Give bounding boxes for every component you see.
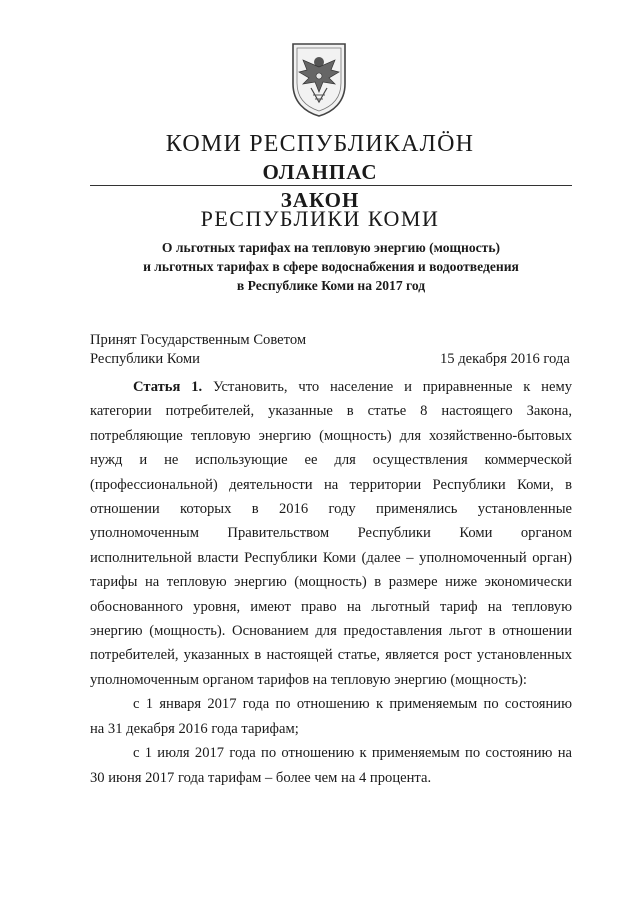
law-title-line: в Республике Коми на 2017 год — [236, 278, 426, 293]
article-line: обоснованного уровня, имеют право на льготный тариф на тепловую — [90, 598, 572, 615]
adopted-line: Принят Государственным Советом — [90, 332, 307, 348]
header-zakon: ЗАКОН — [280, 188, 360, 212]
article-line: уполномоченным органом тарифов на тепловую энергию (мощность): — [90, 671, 527, 688]
article-line: потребляющие тепловую энергию (мощность) для хозяйственно-бытовых — [90, 427, 572, 444]
law-title-line: и льготных тарифах в сфере водоснабжения и водоотведения — [143, 259, 519, 274]
header-divider — [90, 185, 572, 186]
article-line: на 31 декабря 2016 года тарифам; — [90, 720, 299, 737]
article-line: нужд и не использующие ее для осуществления коммерческой — [90, 452, 572, 469]
article-label: Статья 1. — [133, 379, 203, 395]
article-line: (профессиональной) деятельности на территории Республики Коми, в — [90, 476, 572, 493]
law-title-line: О льготных тарифах на тепловую энергию (мощность) — [161, 240, 501, 255]
header-olanpas: ОЛАНПАС — [262, 160, 378, 184]
article-line: исполнительной власти Республики Коми (далее – уполномоченный орган) — [90, 549, 572, 566]
header-republic-komi: РЕСПУБЛИКИ КОМИ — [200, 206, 440, 231]
article-line: энергию (мощность). Основанием для предоставления льгот в отношении — [90, 623, 572, 640]
adopted-line: Республики Коми — [90, 351, 200, 367]
article-line — [90, 375, 572, 399]
article-line: потребителей, указанных в настоящей статье, является рост установленных — [90, 647, 572, 664]
article-text: Установить, что население и приравненные к нему — [212, 379, 572, 395]
article-line: с 1 января 2017 года по отношению к применяемым по состоянию — [133, 696, 572, 713]
article-line: отношении которых в 2016 году применялись установленные — [90, 501, 572, 518]
header-komi-language: КОМИ РЕСПУБЛИКАЛӦН — [165, 131, 475, 157]
article-line: с 1 июля 2017 года по отношению к применяемым по состоянию на — [133, 745, 572, 762]
adopted-by — [90, 331, 306, 369]
article-line: категории потребителей, указанные в статье 8 настоящего Закона, — [90, 403, 572, 420]
article-line: 30 июня 2017 года тарифам – более чем на 4 процента. — [90, 769, 432, 786]
article-line: уполномоченным Правительством Республики Коми органом — [90, 525, 572, 542]
article-1 — [90, 375, 572, 790]
coat-of-arms-emblem — [289, 40, 349, 118]
article-line: тарифы на тепловую энергию (мощность) в размере ниже экономически — [90, 574, 572, 591]
law-title — [90, 238, 572, 295]
adoption-date: 15 декабря 2016 года — [440, 351, 570, 367]
